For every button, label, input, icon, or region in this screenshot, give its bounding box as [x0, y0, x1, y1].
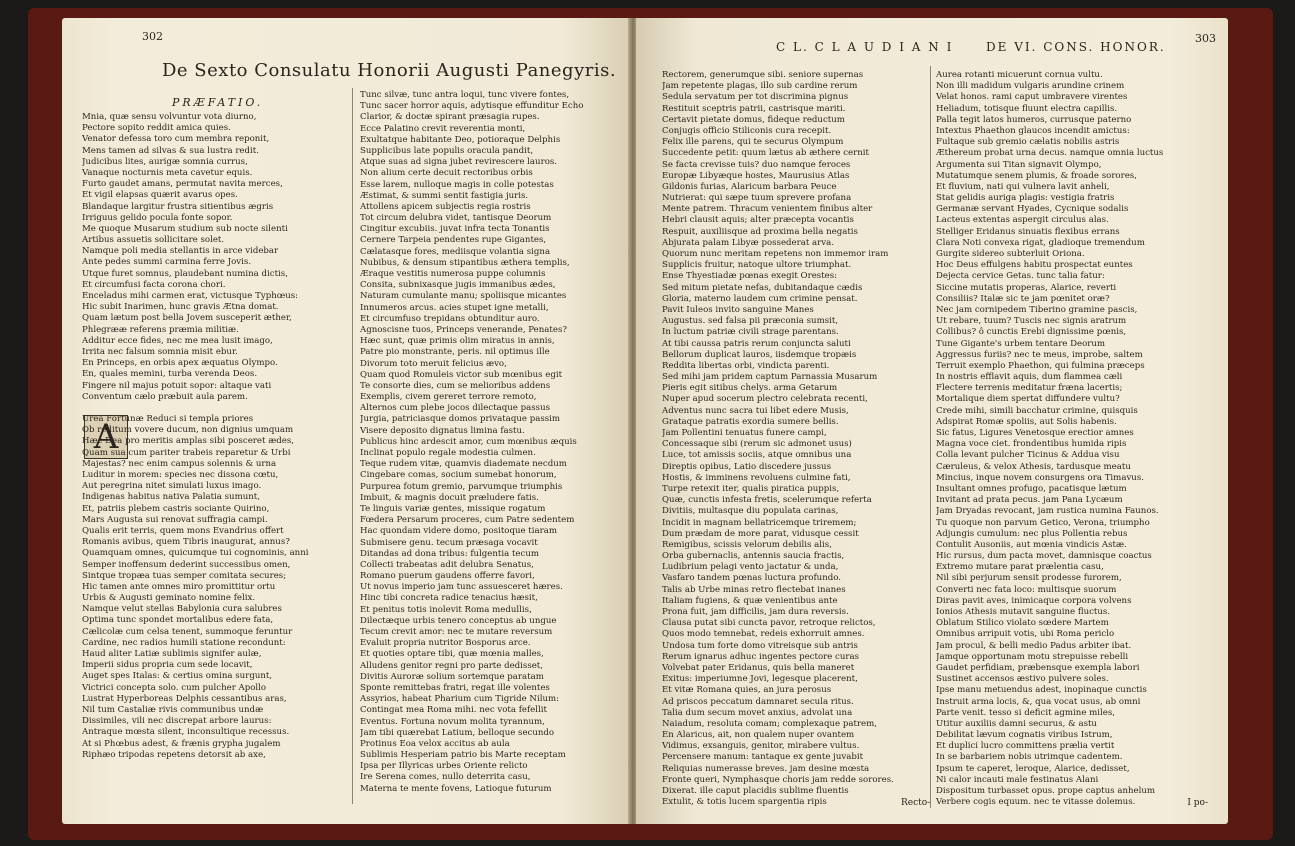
text-line: Ni calor incauti male festinatus Alani: [936, 774, 1099, 785]
text-line: Fultaque sub gremio cælatis nobilis astris: [936, 137, 1120, 148]
text-line: Parte venit. tesso si deficit agmine miles,: [936, 707, 1116, 718]
text-line: Tu quoque non parvum Getico, Verona, triumpho: [936, 517, 1150, 528]
text-line: Imperii sidus propria cum sede locavit,: [82, 660, 253, 671]
text-line: Auget spes Italas: & certius omina surgunt,: [82, 671, 273, 682]
text-line: Romano puerum gaudens offerre favori,: [360, 571, 535, 582]
text-line: Naiadum, resoluta comam; complexaque patrem,: [662, 718, 878, 729]
text-line: Clarior, & doctæ spirant præsagia rupes.: [360, 112, 540, 123]
text-line: Mincius, inque novem consurgens ora Timavus.: [936, 472, 1144, 483]
text-line: Lacteus extentas aspergit circulus alas.: [936, 215, 1109, 226]
text-line: En Alaricus, ait, non qualem nuper ovantem: [662, 730, 855, 741]
text-line: Fingere nil majus potuit sopor: altaque vati: [82, 380, 272, 391]
text-line: Adspirat Romæ spoliis, aut Solis habenis.: [936, 416, 1117, 427]
text-line: Respuit, auxiliisque ad proxima bella negatis: [662, 226, 858, 237]
text-line: Additur ecce fides, nec me mea lusit imago,: [82, 335, 273, 346]
right-page: [636, 18, 1228, 824]
text-line: Concessaque sibi (rerum sic admonet usus): [662, 439, 852, 450]
text-line: Talis ab Urbe minas retro flectebat inanes: [662, 584, 846, 595]
text-line: Hac quondam videre domo, positoque tiaram: [360, 526, 558, 537]
text-line: Et vigil elapsas quærit avarus opes.: [82, 190, 238, 201]
text-line: Haud aliter Latiæ sublimis signifer aulæ,: [82, 649, 262, 659]
text-line: Quam sua cum pariter trabeis reparetur & Urbi: [82, 447, 291, 458]
text-line: Aurea rotanti micuerunt cornua vultu.: [936, 70, 1103, 80]
text-line: Esse larem, nulloque magis in colle potestas: [360, 179, 554, 190]
text-line: Pieris egit sitibus chelys. arma Getarum: [662, 383, 838, 394]
text-line: Utitur auxiliis damni securus, & astu: [936, 718, 1097, 729]
text-line: Alternos cum plebe jocos dilectaque passus: [360, 403, 551, 414]
text-line: Urea Fortunæ Reduci si templa priores: [82, 414, 254, 425]
page-number-right: 303: [1195, 32, 1216, 45]
text-line: Namque poli media stellantis in arce videbar: [82, 246, 279, 257]
text-line: Et quoties optare tibi, quæ mœnia malles,: [360, 649, 544, 660]
text-line: Ad priscos peccatum damnaret secula ritus.: [662, 696, 854, 707]
text-line: Artibus assuetis sollicitare solet.: [82, 235, 225, 246]
text-line: Assyrios, habeat Pharium cum Tigride Nilum:: [360, 694, 560, 705]
text-line: Omnibus arripuit votis, ubi Roma periclo: [936, 629, 1115, 640]
text-line: Magna voce ciet. frondentibus humida ripis: [936, 439, 1127, 450]
text-line: Velat honos. rami caput umbravere virentes: [936, 92, 1128, 103]
text-line: Dejecta cervice Getas. tunc talia fatur:: [936, 271, 1105, 282]
text-line: Naturam cumulante manu; spoliisque micantes: [360, 291, 567, 302]
text-line: Volvebat pater Eridanus, quis bella maneret: [662, 662, 855, 673]
text-line: Dum prædam de more parat, vidusque cessit: [662, 528, 859, 539]
text-line: Tune Gigante's urbem tentare Deorum: [936, 338, 1106, 349]
text-line: Victrici concepta solo. cum pulcher Apollo: [82, 682, 267, 693]
text-line: Ut rebare, tuum? Tuscis nec signis aratrum: [936, 316, 1127, 327]
text-line: Conjugis officio Stiliconis cura recepit.: [662, 125, 832, 136]
text-line: Hic rursus, dum pacta movet, damnisque coactus: [936, 551, 1152, 562]
text-line: Sustinet accensos æstivo pulvere soles.: [936, 674, 1109, 685]
text-line: Succedente petit: quum lætus ab æthere cernit: [662, 148, 869, 159]
column-divider: [930, 66, 931, 808]
text-line: Pectore sopito reddit amica quies.: [82, 123, 231, 134]
text-line: Jam repetente plagas, illo sub cardine rerum: [662, 81, 858, 92]
running-head-left: C L. C L A U D I A N I: [776, 40, 954, 54]
text-line: Gildonis furias, Alaricum barbara Peuce: [662, 181, 837, 192]
text-line: Dispositum turbasset opus. prope captus anhelum: [936, 786, 1156, 796]
text-line: Et circumfusi facta corona chori.: [82, 279, 226, 290]
text-line: Lustrat Hyperboreas Delphis cessantibus aras,: [82, 693, 287, 704]
text-line: En Princeps, en orbis apex æquatus Olympo.: [82, 358, 278, 369]
text-line: Enceladus mihi carmen erat, victusque Typhœus:: [82, 291, 299, 301]
text-line: Jam Pollentini tenuatus funere campi,: [662, 428, 827, 438]
left-column-1: [82, 112, 344, 761]
catchword-1: Recto-: [901, 798, 931, 808]
text-line: Et penitus totis inolevit Roma medullis,: [360, 604, 532, 615]
text-line: Undosa tum forte domo vitreisque sub antris: [662, 640, 858, 651]
text-line: Patre pio monstrante, peris. nil optimus ille: [360, 347, 550, 358]
text-line: Luditur in morem: species nec dissona cœtu,: [82, 470, 279, 480]
text-line: Me quoque Musarum studium sub nocte silenti: [82, 223, 288, 234]
text-line: Invitant ad prata pecus. jam Pana Lycæum: [936, 495, 1123, 506]
text-line: Blandaque largitur frustra sitientibus ægris: [82, 201, 274, 212]
text-line: Gaudet perfidiam, præbensque exempla labori: [936, 662, 1140, 673]
text-line: Hæc sunt, quæ primis olim miratus in annis,: [360, 336, 555, 347]
text-line: Indigenas habitus nativa Palatia sumunt,: [82, 492, 260, 503]
text-line: Hinc tibi concreta radice tenacius hæsit,: [360, 593, 538, 604]
text-line: Luce, tot amissis sociis, atque omnibus una: [662, 450, 852, 461]
text-line: Sintque tropæa tuas semper comitata secures;: [82, 570, 287, 581]
text-line: Cingitur excubiis. juvat infra tecta Tonantis: [360, 224, 550, 235]
text-line: Mens tamen ad silvas & sua lustra redit.: [82, 145, 259, 156]
text-line: Quæ, cunctis infesta fretis, scelerumque referta: [662, 495, 872, 506]
text-line: Mars Augusta sui renovat suffragia campi.: [82, 514, 268, 525]
text-line: Mnia, quæ sensu volvuntur vota diurno,: [82, 112, 257, 122]
text-line: Remigibus, scissis velorum debilis alis,: [662, 539, 832, 550]
text-line: Mente patrem. Thracum venientem finibus alter: [662, 204, 873, 215]
text-line: In nostris efflavit aquis, dum flammea cæli: [936, 372, 1123, 383]
text-line: Antraque mœsta silent, inconsultique recessus.: [82, 727, 290, 738]
text-line: Sed mitum pietate nefas, dubitandaque cædis: [662, 282, 863, 293]
text-line: Clausa putat sibi cuncta pavor, retroque relictos,: [662, 618, 876, 629]
text-line: Cæruleus, & velox Athesis, tardusque meatu: [936, 461, 1131, 472]
text-line: Argumenta sui Titan signavit Olympo,: [936, 159, 1102, 170]
text-line: Turpe retexit iter, qualis piratica puppis,: [662, 483, 840, 494]
text-line: Cernere Tarpeia pendentes rupe Gigantes,: [360, 235, 547, 246]
text-line: Ut novus imperio jam tunc assuesceret hæres.: [360, 582, 563, 593]
text-line: Majestas? nec enim campus solennis & urna: [82, 458, 277, 469]
text-line: Quamquam omnes, quicumque tui cognominis, anni: [82, 548, 309, 559]
text-line: Bellorum duplicat lauros, iisdemque tropæis: [662, 349, 857, 360]
text-line: In se barbariem nobis utrimque cadentem.: [936, 752, 1123, 763]
text-line: Extulit, & totis lucem spargentia ripis: [662, 797, 827, 808]
text-line: Divorum toto meruit felicius ævo,: [360, 358, 507, 369]
text-line: Ipsum te caperet, leroque, Alarice, dedisset,: [936, 763, 1130, 774]
text-line: At si Phœbus adest, & frænis grypha jugalem: [82, 738, 281, 749]
text-line: Incidit in magnam bellatricemque triremem;: [662, 517, 857, 528]
text-line: Tunc silvæ, tunc antra loqui, tunc vivere fontes,: [360, 90, 570, 100]
text-line: Innumeros arcus. acies stupet igne metalli,: [360, 302, 549, 313]
running-head-right: DE VI. CONS. HONOR.: [986, 40, 1166, 54]
text-line: Abjurata palam Libyæ possederat arva.: [662, 237, 834, 248]
text-line: Converti nec fata loco: multisque suorum: [936, 584, 1117, 595]
text-line: Terruit exemplo Phaethon, qui fulmina præceps: [936, 360, 1145, 371]
text-line: Talia dum secum movet anxius, advolat una: [662, 707, 853, 718]
text-line: Tecum crevit amor: nec te mutare reversum: [360, 627, 553, 637]
text-line: Vasfaro tandem pœnas luctura profundo.: [662, 573, 841, 584]
text-line: Dixerat. ille caput placidis sublime fluentis: [662, 786, 849, 796]
text-line: Venator defessa toro cum membra reponit,: [82, 134, 270, 145]
text-line: Hoc Deus effulgens habitu prospectat euntes: [936, 260, 1133, 271]
text-line: Vanaque nocturnis meta cavetur equis.: [82, 167, 253, 178]
text-line: Cælatasque fores, mediisque volantia signa: [360, 246, 551, 257]
text-line: Supplicis fruitur, natoque ultore triumphat.: [662, 260, 852, 271]
text-line: Nuper apud socerum plectro celebrata recenti,: [662, 394, 868, 405]
text-line: Judicibus lites, aurigæ somnia currus,: [82, 156, 248, 167]
text-line: Quam lætum post bella Jovem susceperit æther,: [82, 313, 292, 324]
text-line: In luctum patriæ civili strage parentans.: [662, 327, 839, 338]
text-line: Consita, subnixasque jugis immanibus ædes,: [360, 280, 556, 291]
text-line: Te linguis variæ gentes, missique rogatum: [360, 503, 546, 514]
text-line: Collibus? ô cunctis Erebi dignissime pœnis,: [936, 327, 1127, 338]
text-line: Nubibus, & densum stipantibus æthera templis,: [360, 257, 570, 268]
text-line: Ionios Athesis mutavit sanguine fluctus.: [936, 607, 1111, 617]
column-divider: [352, 88, 353, 804]
text-line: Ditandas ad dona tribus: fulgentia tecum: [360, 548, 540, 559]
text-line: Consiliis? Italæ sic te jam pœnitet oræ?: [936, 293, 1110, 304]
text-line: Restituit sceptris patrii, castrisque mariti.: [662, 103, 846, 114]
text-line: Orba gubernaclis, antennis saucia fractis,: [662, 551, 845, 562]
text-line: Hæc Dea pro meritis amplas sibi posceret ædes,: [82, 436, 294, 447]
text-line: Nutrierat: qui sæpe tuum sprevere profana: [662, 193, 852, 204]
text-line: Æthereum probat urna decus. namque omnia luctus: [936, 148, 1164, 159]
text-line: Gloria, materno laudem cum crimine pensat.: [662, 293, 858, 304]
text-line: Urbis & Augusti geminato nomine felix.: [82, 593, 256, 604]
text-line: Rectorem, generumque sibi. seniore supernas: [662, 70, 864, 80]
text-line: Et vitæ Romana quies, an jura perosus: [662, 685, 832, 696]
text-line: Adventus nunc sacra tui libet edere Musis,: [662, 405, 849, 416]
drop-cap-a: A: [84, 415, 128, 459]
text-line: Cælicolæ cum celsa tenent, summoque feruntur: [82, 626, 293, 637]
text-line: Hebri clausit aquis; alter præcepta vocantis: [662, 215, 854, 226]
text-line: Aut peregrina nitet simulati luxus imago.: [82, 481, 262, 492]
text-line: Debilitat lævum cognatis viribus Istrum,: [936, 730, 1113, 741]
text-line: Et circumfuso trepidans obtunditur auro.: [360, 313, 540, 324]
left-column-2: [360, 90, 622, 795]
text-line: Irriguus gelido pocula fonte sopor.: [82, 212, 233, 223]
text-line: Sic fatus, Ligures Venetosque erectior amnes: [936, 428, 1134, 438]
text-line: Sed mihi jam pridem captum Parnassia Musarum: [662, 372, 878, 383]
text-line: Supplicibus late populis oracula pandit,: [360, 145, 534, 156]
text-line: Eventus. Fortuna novum molita tyrannum,: [360, 716, 545, 727]
text-line: Extremo mutare parat prælentia casu,: [936, 562, 1104, 573]
text-line: Qualis erit terris, quem mons Evandrius offert: [82, 525, 284, 536]
text-line: Namque velut stellas Babylonia cura salubres: [82, 604, 282, 615]
text-line: Riphæo tripodas repetens detorsit ab axe,: [82, 749, 266, 760]
text-line: Nil sibi perjurum sensit prodesse furorem,: [936, 573, 1122, 584]
text-line: Siccine mutatis properas, Alarice, reverti: [936, 282, 1117, 293]
text-line: Teque rudem vitæ, quamvis diademate necdum: [360, 459, 567, 470]
text-line: Colla levant pulcher Ticinus & Addua visu: [936, 450, 1120, 461]
text-line: Crede mihi, simili bacchatur crimine, quisquis: [936, 405, 1138, 416]
text-line: Fœdera Persarum proceres, cum Patre sedentem: [360, 515, 575, 526]
text-line: Hic subit Inarimen, hunc gravis Ætna domat.: [82, 302, 279, 313]
text-line: Insultant omnes profugo, pacatisque lætum: [936, 483, 1127, 494]
text-line: Jam tibi quærebat Latium, belloque secundo: [360, 727, 555, 738]
text-line: Cingebare comas, socium sumebat honorum,: [360, 470, 557, 481]
text-line: Ire Serena comes, nullo deterrita casu,: [360, 772, 531, 783]
text-line: Optima tunc spondet mortalibus edere fata,: [82, 615, 274, 626]
text-line: Tot circum delubra videt, tantisque Deorum: [360, 213, 552, 224]
text-line: Divitis Auroræ solium sortemque paratam: [360, 671, 544, 682]
text-line: Instruit arma locis, &, qua vocat usus, ab omni: [936, 696, 1141, 707]
text-line: Collecti trabeatas adit delubra Senatus,: [360, 559, 534, 570]
text-line: Ob reditum vovere ducum, non dignius umquam: [82, 425, 294, 436]
text-line: Semper inoffensum dederint successibus omen,: [82, 559, 291, 570]
text-line: Nec jam cornipedem Tiberino gramine pascis,: [936, 304, 1138, 315]
catchword-2: I po-: [1187, 798, 1208, 808]
text-line: Furto gaudet amans, permutat navita merces,: [82, 179, 283, 190]
text-line: En, quales memini, turba verenda Deos.: [82, 369, 258, 380]
text-line: Ipse manu metuendus adest, inopinaque cunctis: [936, 685, 1147, 696]
text-line: Germanæ servant Hyades, Cycnique sodalis: [936, 204, 1129, 215]
text-line: Italiam fugiens, & quæ venientibus ante: [662, 595, 838, 606]
text-line: Flectere terrenis meditatur fræna lacertis;: [936, 383, 1123, 394]
text-line: Agnoscisne tuos, Princeps venerande, Penates?: [360, 324, 567, 335]
text-line: Mutatumque senem plumis, & froade sorores,: [936, 170, 1137, 181]
text-line: Exitus: imperiumne Jovi, legesque placerent,: [662, 674, 858, 685]
text-line: Ipsa per Illyricas urbes Oriente relicto: [360, 761, 528, 772]
section-heading: PRÆFATIO.: [172, 96, 264, 109]
text-line: Clara Noti convexa rigat, gladioque tremendum: [936, 237, 1145, 248]
text-line: Cardine, nec radios humili statione recondunt:: [82, 637, 286, 648]
text-line: Ante pedes summi carmina ferre Jovis.: [82, 257, 252, 268]
text-line: Jamque opportunam motu strepuisse rebelli: [936, 651, 1129, 662]
text-line: Grataque patratis exordia sumere bellis.: [662, 416, 839, 427]
text-line: Hic tamen ante omnes miro promittitur ortu: [82, 581, 276, 592]
text-line: Verbere cogis equum. nec te vitasse dolemus.: [936, 797, 1136, 808]
text-line: Quorum nunc meritam repetens non immemor iram: [662, 249, 889, 259]
text-line: Reliquias numerasse breves. jam desine mœsta: [662, 763, 870, 774]
text-line: Visere deposito dignatus limina fastu.: [360, 425, 525, 436]
text-line: Evaluit propria nutritor Bosporus arce.: [360, 638, 531, 649]
text-line: Sponte remittebas fratri, regat ille volentes: [360, 682, 550, 693]
text-line: Protinus Eoa velox accitus ab aula: [360, 738, 510, 749]
left-page: [62, 18, 630, 824]
text-line: Et, patriis plebem castris sociante Quirino,: [82, 503, 270, 514]
text-line: Augustus. sed falsa pii præconia sumsit,: [662, 316, 839, 327]
text-line: Purpurea fotum gremio, parvumque triumphis: [360, 481, 563, 492]
text-line: Aggressus furiis? nec te meus, improbe, saltem: [936, 349, 1143, 360]
text-line: Jam procul, & belli medio Padus arbiter ibat.: [936, 640, 1132, 651]
text-line: Ecce Palatino crevit reverentia monti,: [360, 123, 526, 134]
text-line: Pavit Iuleos invito sanguine Manes: [662, 304, 814, 315]
text-line: Direptis opibus, Latio discedere jussus: [662, 461, 831, 472]
text-line: Phlegrææ referens præmia militiæ.: [82, 324, 239, 335]
text-line: Felix ille parens, qui te securus Olympum: [662, 137, 844, 148]
text-line: At tibi caussa patris rerum conjuncta saluti: [662, 338, 851, 349]
text-line: Attollens apicem subjectis regia rostris: [360, 201, 531, 212]
text-line: Jurgia, patriciasque domos privataque passim: [360, 414, 561, 425]
text-line: Se facta crevisse tuis? duo namque feroces: [662, 159, 851, 170]
text-line: Prona fuit, jam difficilis, jam dura reversis.: [662, 607, 849, 617]
text-line: Tunc sacer horror aquis, adytisque effunditur Echo: [360, 101, 584, 112]
text-line: Irrita nec falsum somnia misit ebur.: [82, 346, 238, 357]
text-line: Contulit Ausoniis, aut mœnia vindicis Astæ.: [936, 539, 1127, 550]
text-line: Atque suas ad signa jubet revirescere lauros.: [360, 157, 558, 168]
page-number-left: 302: [142, 30, 163, 43]
text-line: Heliadum, totisque fluunt electra capillis.: [936, 103, 1118, 114]
text-line: Exemplis, civem gereret terrore remoto,: [360, 392, 537, 403]
text-line: Nil tum Castaliæ rivis communibus undæ: [82, 704, 264, 715]
text-line: Hostis, & imminens revoluens culmine fati,: [662, 472, 851, 483]
text-line: Mortalique diem spertat diffundere vultu?: [936, 394, 1120, 405]
text-line: Sublimis Hesperiam patrio bis Marte receptam: [360, 750, 566, 761]
text-line: Contingat mea Roma mihi. nec vota fefellit: [360, 705, 547, 716]
text-line: Te consorte dies, cum se melioribus addens: [360, 380, 551, 391]
text-line: Exultatque habitante Deo, potioraque Delphis: [360, 134, 561, 145]
text-line: Jam Dryadas revocant, jam rustica numina Faunos.: [936, 506, 1159, 517]
text-line: Dissimiles, vili nec discrepat arbore laurus:: [82, 716, 272, 727]
right-column-2: [936, 70, 1218, 808]
text-line: Ludibrium pelagi vento jactatur & unda,: [662, 562, 839, 573]
text-line: Palla tegit latos humeros, currusque paterno: [936, 114, 1132, 125]
text-line: Vidimus, exsanguis, genitor, mirabere vultus.: [662, 741, 860, 752]
text-line: Quam quod Romuleis victor sub mœnibus egit: [360, 369, 563, 380]
text-line: Æstimat, & summi sentit fastigia juris.: [360, 190, 529, 201]
text-line: Et fluvium, nati qui vulnera lavit anheli,: [936, 181, 1110, 192]
text-line: Imbuit, & magnis docuit præludere fatis.: [360, 492, 539, 503]
text-line: Sedula servatum per tot discrimina pignus: [662, 92, 849, 103]
text-line: Europæ Libyæque hostes, Maurusius Atlas: [662, 170, 850, 181]
text-line: Materna te mente fovens, Latioque futurum: [360, 783, 552, 794]
text-line: Submisere genu. tecum præsaga vocavit: [360, 537, 538, 548]
text-line: Oblatum Stilico violato sœdere Martem: [936, 618, 1109, 629]
text-line: Æraque vestitis numerosa puppe columnis: [360, 269, 546, 279]
text-line: Inclinat populo regale modestia culmen.: [360, 448, 536, 458]
text-line: Non illi madidum vulgaris arundine crinem: [936, 81, 1125, 92]
right-column-1: [662, 70, 924, 808]
text-line: Diras pavit aves, inimicaque corpora volvens: [936, 595, 1132, 606]
text-line: Gurgite sidereo subterluit Oriona.: [936, 249, 1085, 259]
text-line: Intextus Phaethon glaucos incendit amictus:: [936, 125, 1130, 136]
text-line: Publicus hinc ardescit amor, cum mœnibus æquis: [360, 436, 577, 447]
text-line: Percensere manum: tantaque ex gente juvabit: [662, 752, 864, 763]
text-line: Dilectæque urbis tenero conceptus ab ungue: [360, 615, 557, 626]
text-line: Reddita libertas orbi, vindicta parenti.: [662, 360, 830, 371]
text-line: Stelliger Eridanus sinuatis flexibus errans: [936, 226, 1120, 237]
page-title: De Sexto Consulatu Honorii Augusti Panegyris.: [162, 60, 617, 81]
text-line: Utque furet somnus, plaudebant numina dictis,: [82, 268, 288, 279]
text-line: Adjungis cumulum: nec plus Pollentia rebus: [936, 528, 1128, 539]
text-line: Non alium certe decuit rectoribus orbis: [360, 168, 533, 179]
text-line: Stat gelidis auriga plagis: vestigia fratris: [936, 193, 1115, 204]
text-line: Fronte queri, Nymphasque choris jam redde sorores.: [662, 774, 894, 785]
text-line: Romanis avibus, quem Tibris inaugurat, annus?: [82, 537, 290, 548]
text-line: Quos modo temnebat, redeis exhorruit amnes.: [662, 629, 865, 640]
text-line: Conventum cælo præbuit aula parem.: [82, 391, 248, 402]
text-line: Certavit pietate domus, fideque reductum: [662, 114, 845, 125]
text-line: Alludens genitor regni pro parte dedisset,: [360, 660, 543, 671]
text-line: Et duplici lucro committens prælia vertit: [936, 741, 1115, 752]
text-line: Divitiis, multasque diu populata carinas,: [662, 506, 839, 517]
text-line: [82, 403, 344, 414]
text-line: Rerum ignarus adhuc ingentes pectore curas: [662, 651, 860, 662]
text-line: Ense Thyestiadæ pœnas exegit Orestes:: [662, 271, 838, 282]
